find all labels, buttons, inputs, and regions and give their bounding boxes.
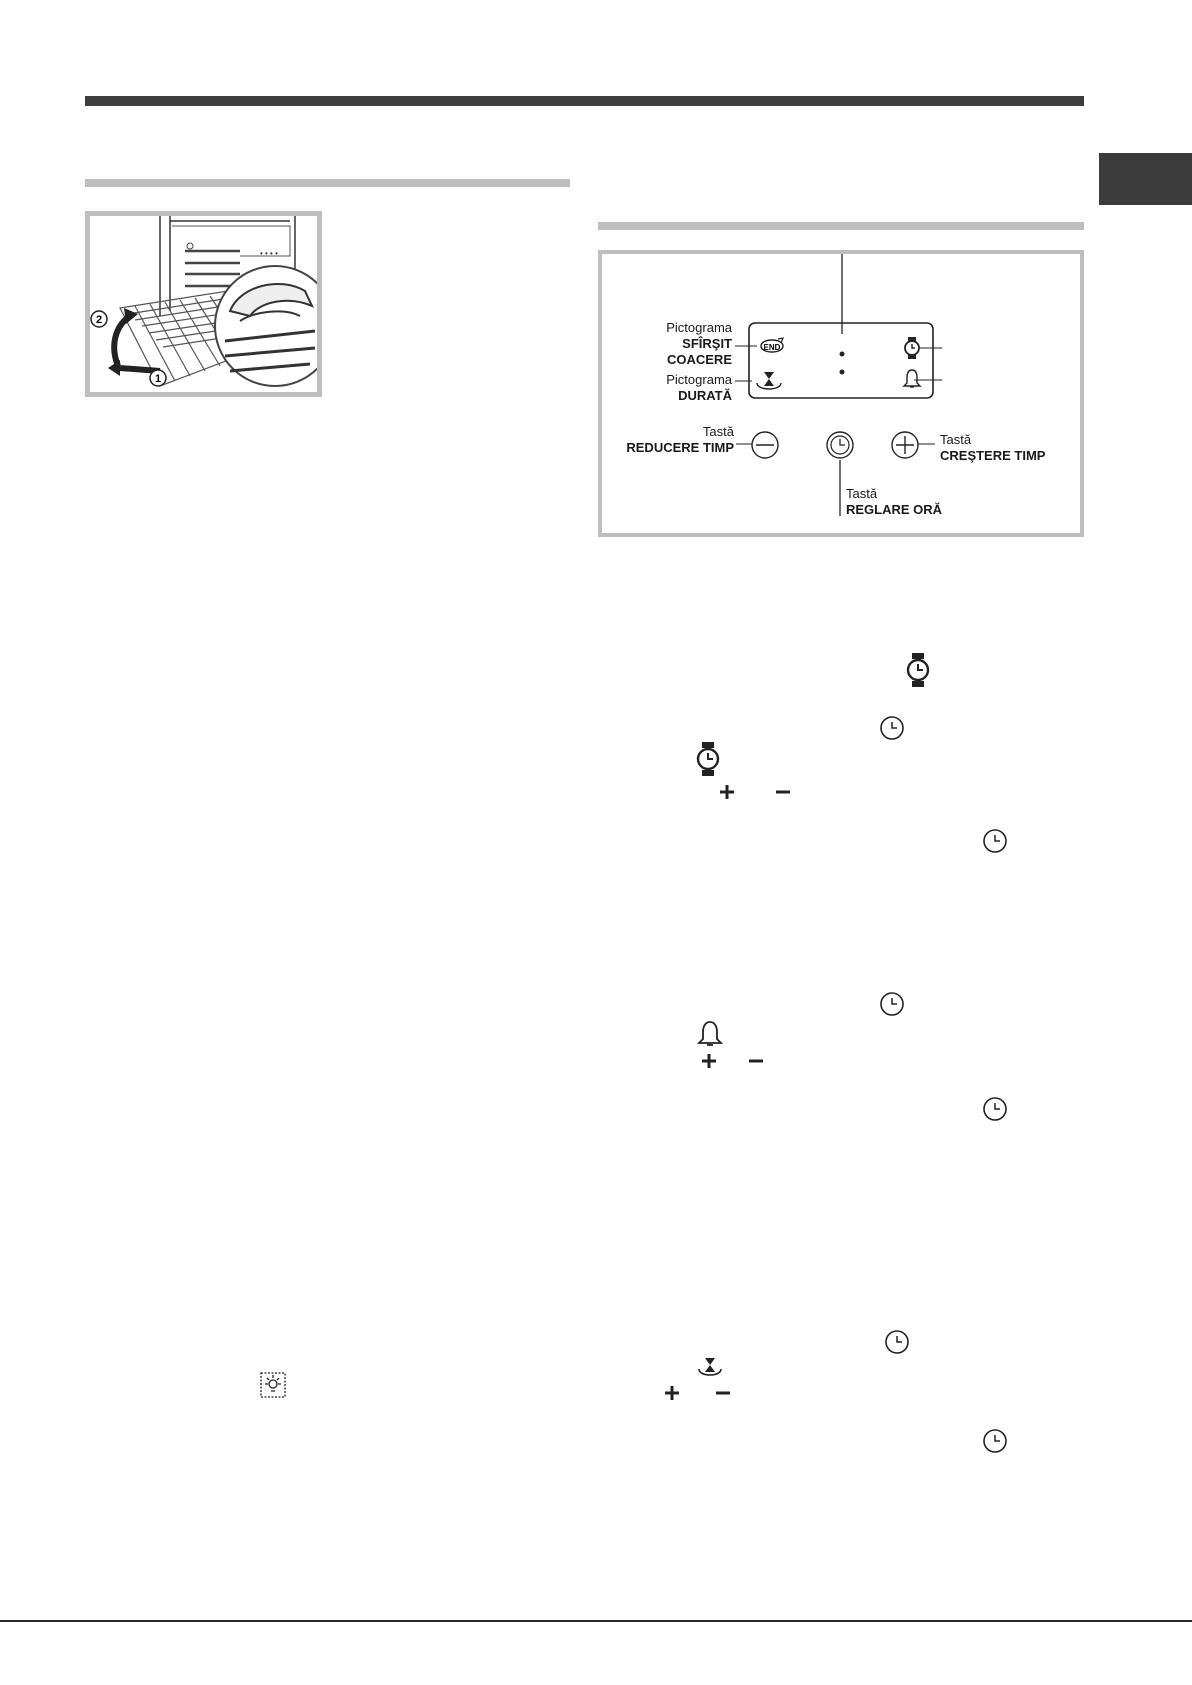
svg-text:• • • •: • • • •: [260, 249, 278, 258]
minus-key-label: Tastă REDUCERE TIMP: [626, 424, 734, 455]
clock-key-label: Tastă REGLARE ORĂ: [846, 486, 943, 517]
minus-key[interactable]: [750, 430, 780, 460]
minus-icon: [774, 783, 792, 801]
top-rule: [85, 96, 1084, 106]
section-rule-left: [85, 179, 570, 187]
step-1-number: 1: [154, 373, 162, 385]
hourglass-icon: [696, 1356, 724, 1380]
light-icon: [260, 1372, 286, 1398]
clock-icon: [982, 1428, 1008, 1454]
duration-icon-label: Pictograma DURATĂ: [666, 372, 732, 403]
section-rule-right: [598, 222, 1084, 230]
clock-icon: [982, 1096, 1008, 1122]
clock-icon: [884, 1329, 910, 1355]
clock-icon: [879, 715, 905, 741]
plus-icon: [718, 783, 736, 801]
minus-icon: [714, 1384, 732, 1402]
step-2-number: 2: [95, 314, 103, 326]
hourglass-icon: [754, 369, 784, 393]
oven-rack-drawing: [90, 216, 317, 392]
footer-rule: [0, 1620, 1192, 1622]
watch-icon: [694, 741, 722, 777]
end-icon: [756, 334, 788, 358]
oven-rack-illustration: [85, 211, 322, 397]
minus-icon: [747, 1052, 765, 1070]
end-icon-label: Pictograma SFÎRŞIT COACERE: [666, 320, 732, 367]
watch-icon: [904, 652, 932, 688]
clock-key[interactable]: [825, 430, 855, 460]
plus-key[interactable]: [890, 430, 920, 460]
watch-icon: [902, 336, 922, 360]
bell-icon: [697, 1020, 723, 1048]
bell-icon: [902, 368, 922, 390]
language-tab: [1099, 153, 1192, 205]
end-icon-text: END: [763, 343, 781, 352]
plus-icon: [663, 1384, 681, 1402]
plus-icon: [700, 1052, 718, 1070]
clock-icon: [879, 991, 905, 1017]
control-panel-diagram: [598, 250, 1084, 537]
clock-icon: [982, 828, 1008, 854]
plus-key-label: Tastă CREŞTERE TIMP: [940, 432, 1046, 463]
